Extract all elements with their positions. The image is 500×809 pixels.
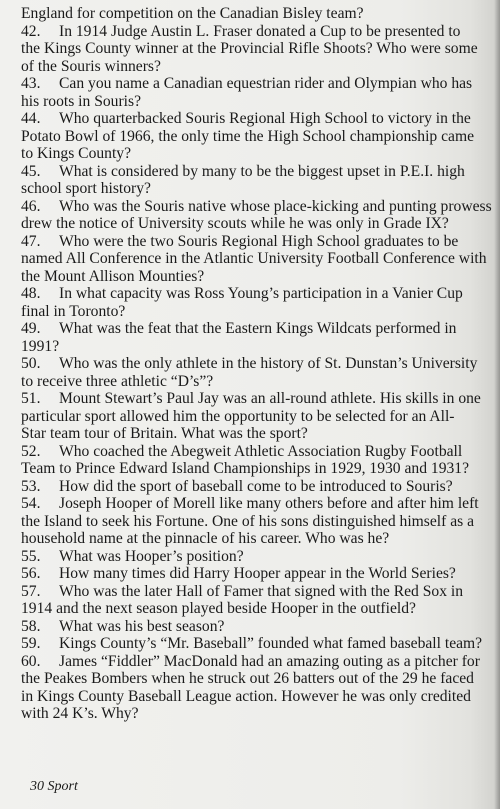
question-list [21,5,499,723]
question-number: 59. [21,635,41,652]
text-line [21,373,499,391]
line-text: 1914 and the next season played beside Hooper in the outfield? [21,600,416,617]
line-text: Kings County’s “Mr. Baseball” founded what famed baseball team? [59,635,483,652]
line-text: to Kings County? [21,145,132,162]
line-text: James “Fiddler” MacDonald had an amazing outing as a pitcher for [59,652,480,670]
question-number: 51. [21,390,41,407]
question-start-line [21,618,499,636]
question-start-line [21,233,499,251]
text-line [21,250,499,268]
line-text: Who were the two Souris Regional High School graduates to be [59,232,459,250]
text-line [21,93,499,111]
question-start-line [21,163,499,181]
line-text: household name at the pinnacle of his career. Who was he? [21,530,390,547]
question-number: 49. [21,320,41,337]
question-start-line [21,583,499,601]
text-line [21,145,499,163]
line-text: the Mount Allison Mounties? [21,267,205,285]
question-start-line [21,635,499,653]
question-number: 52. [21,442,41,460]
text-line [21,303,499,321]
text-line [21,215,499,233]
line-text: with 24 K’s. Why? [21,705,139,722]
question-number: 44. [21,110,41,127]
line-text: named All Conference in the Atlantic University Football Conference with [21,250,487,267]
question-start-line [21,443,499,461]
question-start-line [21,198,499,216]
text-line [21,180,499,198]
line-text: Mount Stewart’s Paul Jay was an all-round athlete. His skills in one [59,390,481,407]
text-line [21,268,499,286]
question-number: 43. [21,75,41,92]
question-number: 58. [21,617,41,635]
text-line [21,58,499,76]
text-line [21,408,499,426]
line-text: Who quarterbacked Souris Regional High School to victory in the [59,110,471,127]
question-start-line [21,75,499,93]
text-line [21,338,499,356]
question-start-line [21,565,499,583]
question-start-line [21,548,499,566]
text-line [21,530,499,548]
question-start-line [21,355,499,373]
question-start-line [21,390,499,408]
text-line [21,513,499,531]
line-text: his roots in Souris? [21,92,141,110]
question-start-line [21,285,499,303]
text-line [21,600,499,618]
question-start-line [21,320,499,338]
question-start-line [21,653,499,671]
page-footer: 30 Sport [30,779,78,794]
line-text: the Island to seek his Fortune. One of his sons distinguished himself as a [21,512,475,530]
question-number: 55. [21,547,41,565]
line-text: drew the notice of University scouts while he was only in Grade IX? [21,215,449,232]
line-text: to receive three athletic “D’s”? [21,372,214,390]
text-line [21,5,499,23]
line-text: In 1914 Judge Austin L. Fraser donated a Cup to be presented to [59,22,461,40]
line-text: What was his best season? [59,617,225,635]
text-line [21,460,499,478]
text-line [21,705,499,723]
text-line [21,670,499,688]
line-text: Who was the only athlete in the history of St. Dunstan’s University [59,355,478,372]
question-start-line [21,23,499,41]
line-text: Can you name a Canadian equestrian rider and Olympian who has [59,75,473,92]
line-text: What was Hooper’s position? [59,547,244,565]
line-text: How many times did Harry Hooper appear in the World Series? [59,565,456,582]
text-line [21,40,499,58]
line-text: 1991? [21,337,60,355]
question-number: 60. [21,652,41,670]
question-number: 57. [21,582,41,600]
line-text: Star team tour of Britain. What was the sport? [21,425,308,442]
line-text: What was the feat that the Eastern Kings Wildcats performed in [59,320,457,337]
line-text: in Kings County Baseball League action. However he was only credited [21,687,471,705]
text-line [21,425,499,443]
line-text: of the Souris winners? [21,57,161,75]
line-text: What is considered by many to be the biggest upset in P.E.I. high [59,162,465,180]
line-text: Who was the Souris native whose place-kicking and punting prowess [59,197,492,215]
question-number: 54. [21,495,41,512]
line-text: final in Toronto? [21,302,126,320]
line-text: the Peakes Bombers when he struck out 26 batters out of the 29 he faced [21,670,474,687]
question-number: 47. [21,232,41,250]
question-number: 46. [21,197,41,215]
page-binding-shadow [494,0,500,809]
line-text: How did the sport of baseball come to be introduced to Souris? [59,477,453,495]
line-text: school sport history? [21,180,151,197]
question-start-line [21,110,499,128]
line-text: the Kings County winner at the Provincial Rifle Shoots? Who were some [21,40,478,57]
question-number: 48. [21,285,41,302]
question-number: 50. [21,355,41,372]
question-number: 56. [21,565,41,582]
question-start-line [21,495,499,513]
line-text: England for competition on the Canadian Bisley team? [21,5,364,22]
question-start-line [21,478,499,496]
line-text: In what capacity was Ross Young’s participation in a Vanier Cup [59,285,463,302]
line-text: Potato Bowl of 1966, the only time the High School championship came [21,127,475,145]
line-text: Joseph Hooper of Morell like many others before and after him left [59,495,479,512]
line-text: particular sport allowed him the opportunity to be selected for an All- [21,407,455,425]
line-text: Who was the later Hall of Famer that signed with the Red Sox in [59,582,464,600]
question-number: 45. [21,162,41,180]
question-number: 53. [21,477,41,495]
question-number: 42. [21,22,41,40]
text-line [21,128,499,146]
text-line [21,688,499,706]
line-text: Team to Prince Edward Island Championships in 1929, 1930 and 1931? [21,460,470,477]
line-text: Who coached the Abegweit Athletic Association Rugby Football [59,442,463,460]
